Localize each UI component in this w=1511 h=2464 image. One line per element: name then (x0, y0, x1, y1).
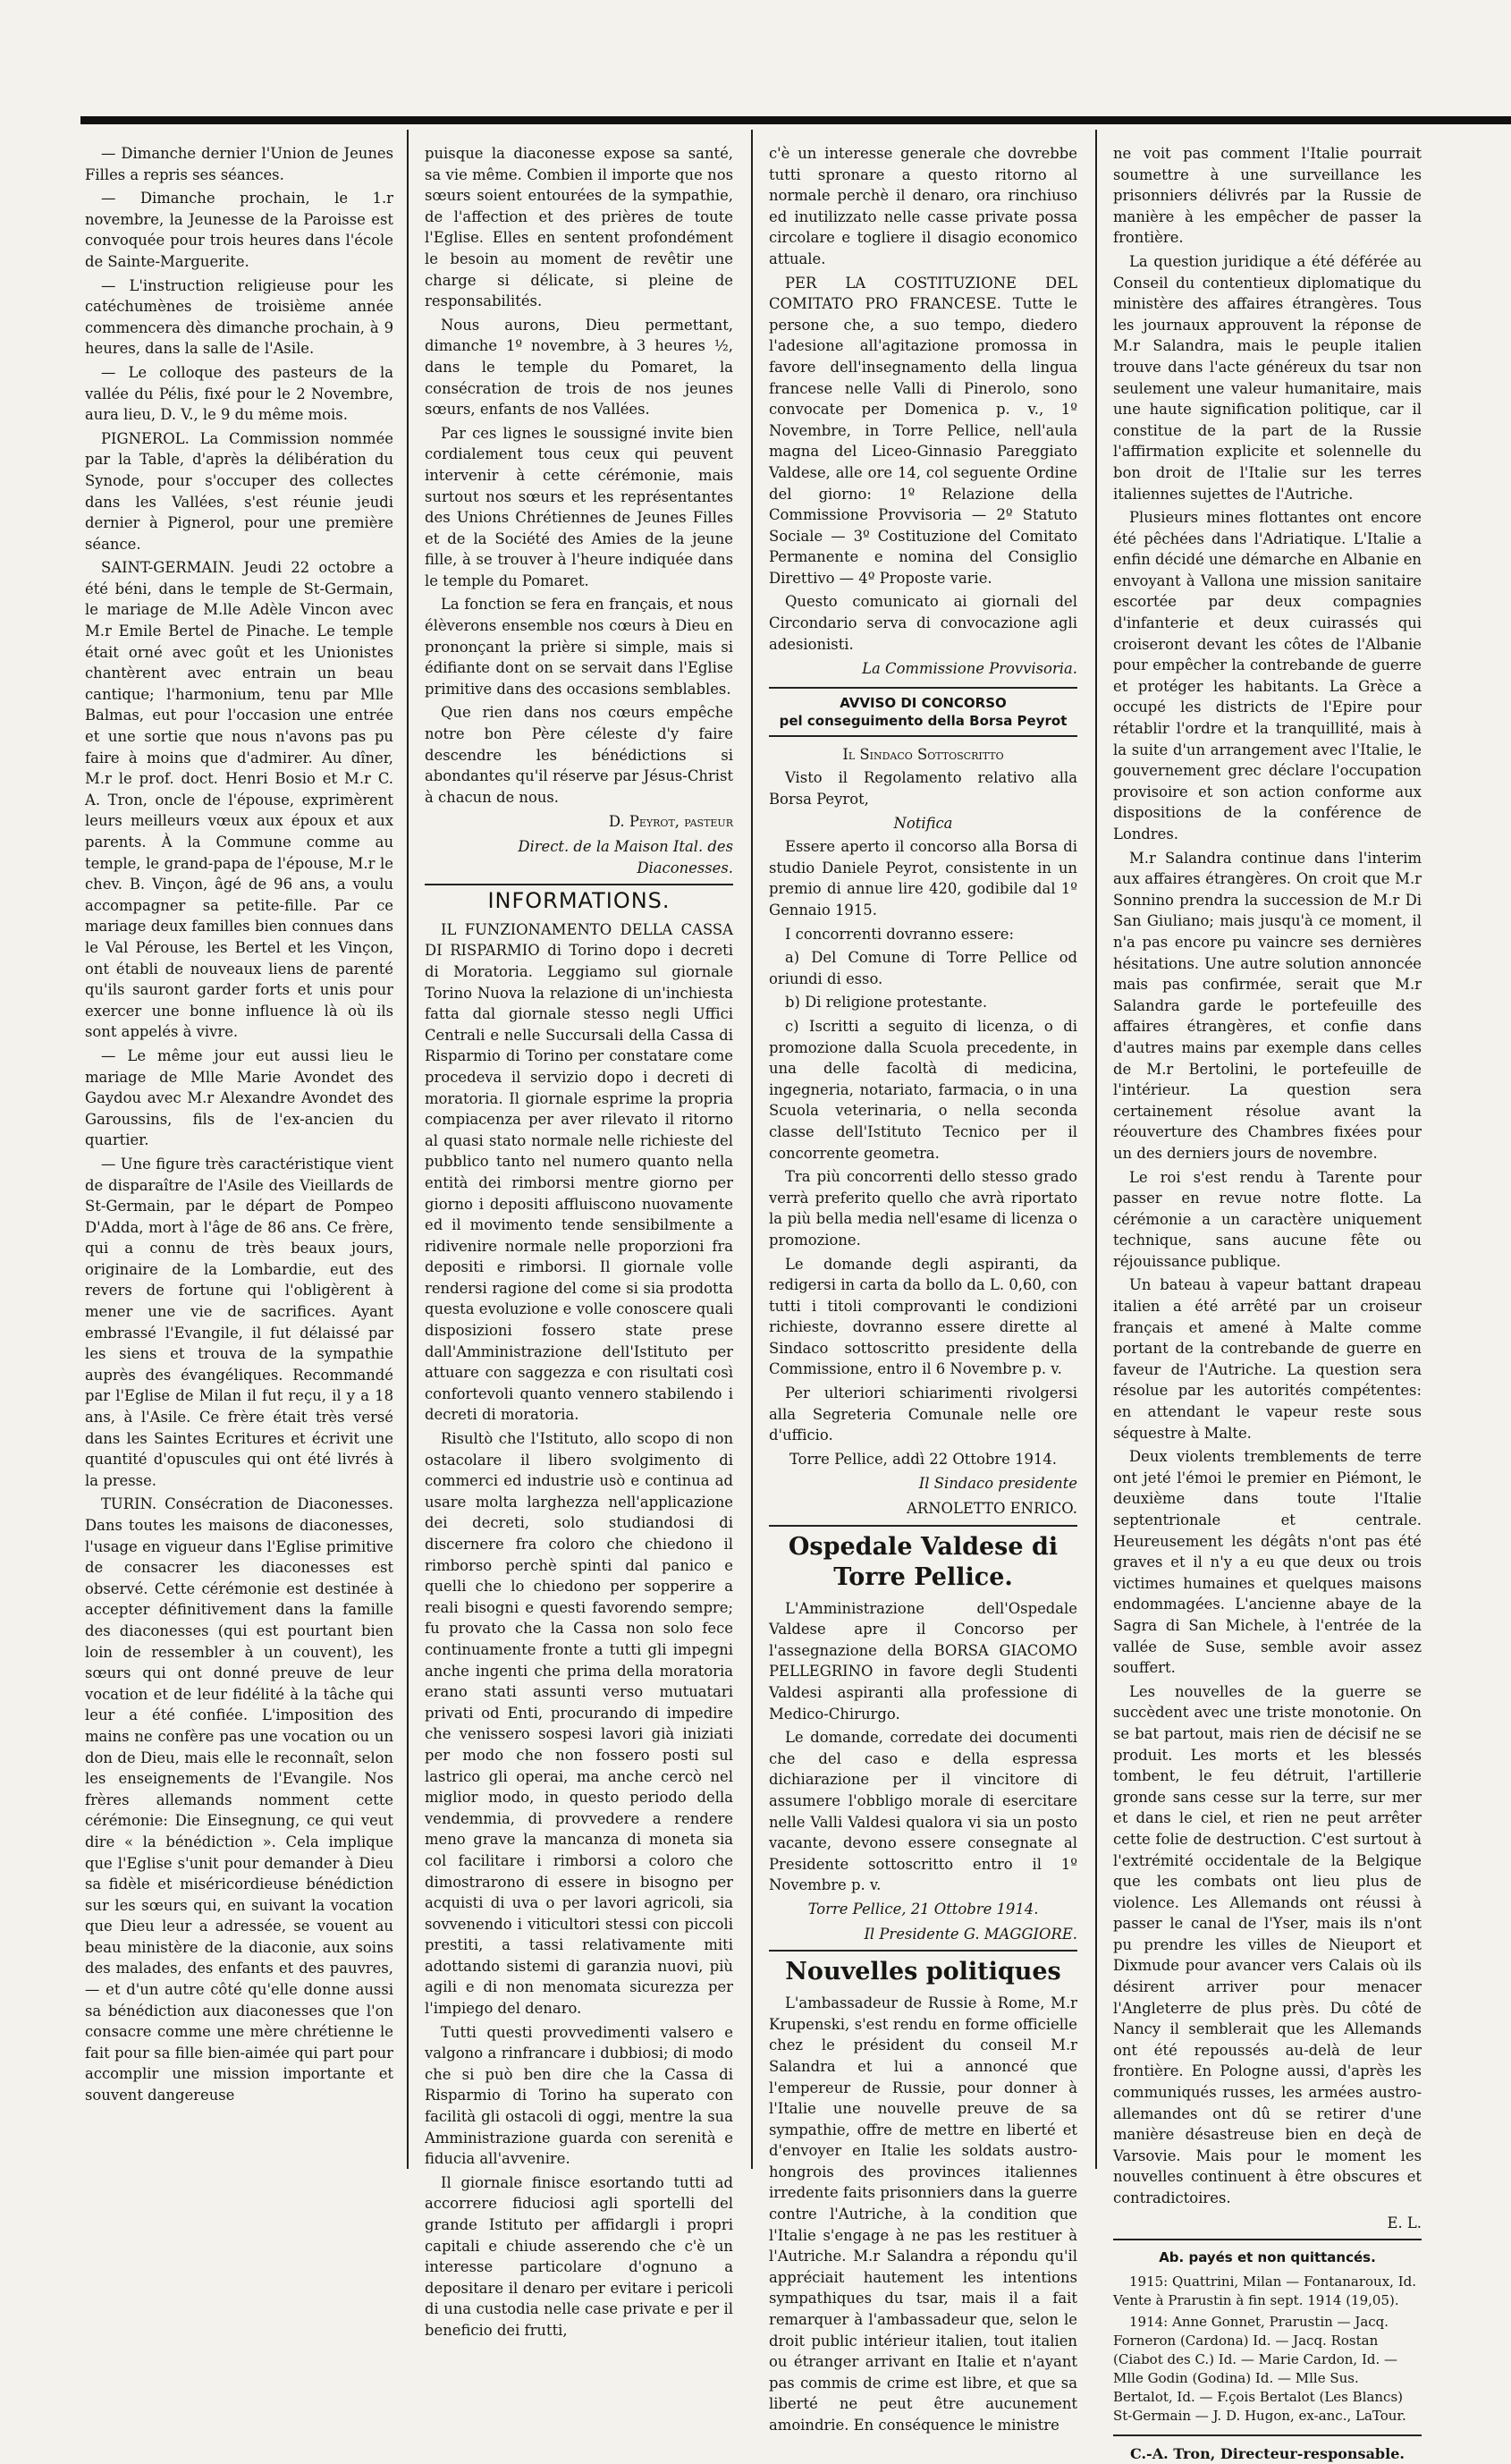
paragraph: Per ulteriori schiarimenti rivolgersi alla Segreteria Comunale nelle ore d'ufficio. (769, 1384, 1077, 1444)
paragraph: 1914: Anne Gonnet, Prarustin — Jacq. Forneron (Cardona) Id. — Jacq. Rostan (Ciabot des C.) Id. — Marie Cardon, Id. — Mlle Godin (Godina) Id. — Mlle Sus. Bertalot, Id. — F.çois Bertalot (Les Blancs) St-Germain — J. D. Hugon, ex-anc., LaTour. (1113, 2313, 1406, 2424)
paragraph: Deux violents tremblements de terre ont jeté l'émoi le premier en Piémont, le deuxième dans toute l'Italie septentrionale et centrale. Heureusement les dégâts n'ont pas été graves et il n'y a eu que deux ou trois victimes humaines et quelques maisons endommagées. L'ancienne abaye de la Sagra di San Michele, à l'entrée de la vallée de Suse, semble avoir assez souffert. (1113, 1448, 1422, 1677)
paragraph: puisque la diaconesse expose sa santé, sa vie même. Combien il importe que nos sœurs soient entourées de la sympathie, de l'affection et des prières de toute l'Eglise. Elles en sentent profondément le besoin au moment de revêtir une charge si délicate, si pleine de responsabilités. (425, 145, 733, 310)
paragraph: — Une figure très caractéristique vient de disparaître de l'Asile des Vieillards de St-Germain, par le départ de Pompeo D'Adda, mort à l'âge de 86 ans. Ce frère, qui a connu de très beaux jours, originaire de la Lombardie, eut des revers de fortune qui l'obligèrent à mener une vie de sacrifices. Ayant embrassé l'Evangile, il fut délaissé par les siens et trouva de la sympathie auprès des évangéliques. Recommandé par l'Eglise de Milan il fut reçu, il y a 18 ans, à l'Asile. Ce frère était très versé dans les Saintes Ecritures et écrivit une quantité d'opuscules qui ont été livrés à la presse. (85, 1155, 393, 1489)
paragraph: Notifica (893, 814, 953, 832)
notice-title: AVVISO DI CONCORSO (840, 694, 1007, 711)
paragraph: Risultò che l'Istituto, allo scopo di non ostacolare il libero svolgimento di commerci ed industrie usò e continua ad usare molta larghezza nell'applicazione dei decreti, solo studiandosi di discernere fra coloro che chiedono il rimborso perchè spinti dal panico e quelli che lo chiedono per sopperire a reali bisogni e questi favorendo sempre; fu provato che la Cassa non solo fece continuamente fronte a tutti gli impegni anche ingenti che prima della moratoria erano stati assunti verso mutuatari privati od Enti, procurando di impedire che venissero sospesi lavori già iniziati per modo che non fossero posti sul lastrico gli operai, ma anche cercò nel miglior modo, in questo periodo della vendemmia, di provvedere a rendere meno grave la mancanza di moneta sia col facilitare i rimborsi a coloro che dimostrarono di essere in bisogno per acquisti di uva o per lavori agricoli, sia sovvenendo i viticultori stessi con piccoli prestiti, a tassi relativamente miti adottando sistemi di garanzia nuovi, più agili e di non menomata sicurezza per l'impiego del denaro. (425, 1430, 733, 2018)
paragraph: ne voit pas comment l'Italie pourrait soumettre à une surveillance les prisonniers délivrés par la Russie de manière à les empêcher de passer la frontière. (1113, 145, 1422, 247)
column-3 (769, 143, 1077, 2434)
paragraph: Les nouvelles de la guerre se succèdent avec une triste monotonie. On se bat partout, mais rien de décisif ne se produit. Les morts et les blessés tombent, le feu détruit, l'artillerie gronde sans cesse sur la terre, sur mer et dans le ciel, et rien ne peut arrêter cette folie de destruction. C'est surtout à l'extrémité occidentale de la Belgique que les combats ont lieu plus de violence. Les Allemands ont réussi à passer le canal de l'Yser, mais ils n'ont pu prendre les villes de Nieuport et Dixmude pour avancer vers Calais où ils désirent arriver pour menacer l'Angleterre de plus près. Du côté de Nancy il semblerait que les Allemands ont été repoussés au-delà de leur frontière. En Pologne aussi, d'après les communiqués russes, les armées austro-allemandes ont dû se retirer d'une manière désastreuse bien en deçà de Varsovie. Mais pour le moment les nouvelles continuent à être obscures et contradictoires. (1113, 1682, 1422, 2206)
paragraph: L'ambassadeur de Russie à Rome, M.r Krupenski, s'est rendu en forme officielle chez le président du conseil M.r Salandra et lui a annoncé que l'empereur de Russie, pour donner à l'Italie une nouvelle preuve de sa sympathie, offre de mettre en liberté et d'envoyer en Italie les soldats austro-hongrois des provinces italiennes irredente faits prisonniers dans la guerre contre l'Autriche, à la condition que l'Italie s'engage à ne pas les restituer à l'Autriche. M.r Salandra a répondu qu'il appréciait hautement les intentions sympathiques du tsar, mais il a fait remarquer à l'ambassadeur que, selon le droit public intérieur italien, tout italien ou étranger arrivant en Italie et n'ayant pas commis de crime est libre, et que sa liberté ne peut être aucunement amoindrie. En conséquence le ministre (769, 1994, 1077, 2434)
notice-subtitle: pel conseguimento della Borsa Peyrot (779, 712, 1068, 729)
paragraph: — Le colloque des pasteurs de la vallée du Pélis, fixé pour le 2 Novembre, aura lieu, D. V., le 9 du même mois. (85, 363, 393, 424)
paragraph: Essere aperto il concorso alla Borsa di studio Daniele Peyrot, consistente in un premio di annue lire 420, godibile dal 1º Gennaio 1915. (769, 838, 1077, 919)
paragraph: Que rien dans nos cœurs empêche notre bon Père céleste d'y faire descendre les bénédictions si abondantes qu'il réserve par Jésus-Christ à chacun de nous. (425, 704, 733, 806)
subscriptions-section (1113, 2239, 1422, 2426)
signature: E. L. (1387, 2214, 1422, 2231)
paragraph: I concorrenti dovranno essere: (785, 925, 1014, 943)
paragraph: c) Iscritti a seguito di licenza, o di promozione dalla Scuola precedente, in una delle facoltà di medicina, ingegneria, notariato, farmacia, o in una Scuola veterinaria, o nella seconda classe dell'Istituto Tecnico per il concorrente geometra. (769, 1017, 1077, 1162)
paragraph: Il giornale finisce esortando tutti ad accorrere fiduciosi agli sportelli del grande Istituto per affidargli i propri capitali e chiude asserendo che c'è un interesse particolare d'ognuno a depositare il denaro per evitare i pericoli di una custodia nelle case private e per il beneficio dei frutti, (425, 2173, 733, 2339)
paragraph: — Dimanche dernier l'Union de Jeunes Filles a repris ses séances. (85, 145, 393, 183)
column-rule (751, 130, 753, 2169)
paragraph: Torre Pellice, 21 Ottobre 1914. (807, 1900, 1039, 1918)
signature-title: Direct. de la Maison Ital. des Diaconesses. (518, 838, 733, 876)
paragraph: La fonction se fera en français, et nous élèverons ensemble nos cœurs à Dieu en prononçant la prière si simple, mais si édifiante dont on se servait dans l'Eglise primitive dans des occasions semblables. (425, 596, 733, 698)
paragraph: Nous aurons, Dieu permettant, dimanche 1º novembre, à 3 heures ½, dans le temple du Pomaret, la consécration de trois de nos jeunes sœurs, enfants de nos Vallées. (425, 316, 733, 419)
notice-box (769, 687, 1077, 737)
paragraph: TURIN. Consécration de Diaconesses. Dans toutes les maisons de diaconesses, l'usage en vigueur dans l'Eglise primitive de consacrer les diaconesses est observé. Cette cérémonie est destinée à accepter définitivement dans la famille des diaconesses (qui est pourtant bien loin de ressembler à un couvent), les sœurs qui ont donné preuve de leur vocation et de leur fidélité à la tâche qui leur a été confiée. L'imposition des mains ne confère pas une vocation ou un don de Dieu, mais elle le reconnaît, selon les enseignements de l'Evangile. Nos frères allemands nomment cette cérémonie: Die Einsegnung, ce qui veut dire « la bénédiction ». Cela implique que l'Eglise s'unit pour demander à Dieu sa fidèle et miséricordieuse bénédiction sur les sœurs qui, en suivant la vocation que Dieu leur a adressée, se vouent au beau ministère de la diaconie, aux soins des malades, des enfants et des pauvres, — et d'un autre côté qu'elle donne aussi sa bénédiction aux diaconesses que l'on consacre comme une mère chrétienne le fait pour sa fille bien-aimée qui part pour accomplir une mission importante et souvent dangereuse (85, 1495, 393, 2104)
paragraph: Plusieurs mines flottantes ont encore été pêchées dans l'Adriatique. L'Italie a enfin décidé une démarche en Albanie en envoyant à Vallona une mission sanitaire escortée par deux compagnies d'infanterie et deux cuirassés qui croiseront devant les côtes de l'Albanie pour empêcher la contrebande de guerre et protéger les habitants. La Grèce a occupé les districts de l'Epire pour rétablir l'ordre et la tranquillité, mais à la suite d'un arrangement avec l'Italie, le gouvernement grec déclare l'occupation provisoire et son action conforme aux dispositions de la conférence de Londres. (1113, 509, 1422, 843)
paragraph: M.r Salandra continue dans l'interim aux affaires étrangères. On croit que M.r Sonnino prendra la succession de M.r Di San Giuliano; mais jusqu'à ce moment, il n'a pas encore pu vaincre ses dernières hésitations. Une autre solution annoncée mais pas confirmée, serait que M.r Salandra garde le portefeuille des affaires étrangères, et confie dans d'autres mains par exemple dans celles de M.r Bertolini, le portefeuille de l'intérieur. La question sera certainement résolue avant la réouverture des Chambres fixées pour un des derniers jours de novembre. (1113, 849, 1422, 1162)
paragraph: IL FUNZIONAMENTO DELLA CASSA DI RISPARMIO di Torino dopo i decreti di Moratoria. Leggiamo sul giornale Torino Nuova la relazione di un'inchiesta fatta dal giornale stesso negli Uffici Centrali e nelle Succursali della Cassa di Risparmio di Torino per constatare come procedeva il servizio dopo i decreti di moratoria. Il giornale esprime la propria compiacenza per aver rilevato il ritorno al quasi stato normale nelle richieste del pubblico tanto nel numero quanto nella entità dei rimborsi mentre giorno per giorno i depositi affluiscono nuovamente ed il movimento tende sensibilmente a ridivenire normale nelle proporzioni fra depositi e rimborsi. Il giornale volle rendersi ragione del come si sia prodotta questa evoluzione e volle conoscere quali disposizioni fossero state prese dall'Amministrazione dell'Istituto per attuare con saggezza e con risultati così confortevoli quanto vennero stabilendo i decreti di moratoria. (425, 920, 733, 1424)
paragraph: Par ces lignes le soussigné invite bien cordialement tous ceux qui peuvent intervenir à cette cérémonie, mais surtout nos sœurs et les représentantes des Unions Chrétiennes de Jeunes Filles et de la Société des Amies de la jeune fille, à se trouver à l'heure indiquée dans le temple du Pomaret. (425, 424, 733, 589)
signature: ARNOLETTO ENRICO. (907, 1500, 1077, 1518)
paragraph: L'Amministrazione dell'Ospedale Valdese apre il Concorso per l'assegnazione della BORSA GIACOMO PELLEGRINO in favore degli Studenti Valdesi aspiranti alla professione di Medico-Chirurgo. (769, 1599, 1077, 1723)
section-heading: Nouvelles politiques (769, 1950, 1077, 1987)
paragraph: a) Del Comune di Torre Pellice od oriundi di esso. (769, 949, 1077, 987)
paragraph: PER LA COSTITUZIONE DEL COMITATO PRO FRANCESE. Tutte le persone che, a suo tempo, diedero l'adesione all'agitazione promossa in favore dell'insegnamento della lingua francese nelle Valli di Pinerolo, sono convocate per Domenica p. v., 1º Novembre, in Torre Pellice, nell'aula magna del Liceo-Ginnasio Pareggiato Valdese, alle ore 14, col seguente Ordine del giorno: 1º Relazione della Commissione Provvisoria — 2º Statuto Sociale — 3º Costituzione del Comitato Permanente e nomina del Consiglio Direttivo — 4º Proposte varie. (769, 274, 1077, 587)
paragraph: b) Di religione protestante. (785, 994, 988, 1012)
editor-signature: C.-A. Tron, Directeur-responsable. (1113, 2434, 1422, 2464)
column-4 (1113, 143, 1422, 2462)
paragraph: — Le même jour eut aussi lieu le mariage de Mlle Marie Avondet des Gaydou avec M.r Alexandre Avondet des Garoussins, fils de l'ex-ancien du quartier. (85, 1046, 393, 1149)
paragraph: c'è un interesse generale che dovrebbe tutti spronare a questo ritorno al normale perchè il denaro, ora rinchiuso ed inutilizzato nelle casse private possa circolare e togliere il disagio economico attuale. (769, 145, 1077, 267)
column-rule (1095, 130, 1097, 2169)
signature-title: Il Sindaco presidente (918, 1475, 1077, 1493)
paragraph: Tutti questi provvedimenti valsero e valgono a rinfrancare i dubbiosi; di modo che si può ben dire che la Cassa di Risparmio di Torino ha superato con facilità gli ostacoli di oggi, mentre la sua Amministrazione guarda con serenità e fiducia all'avvenire. (425, 2023, 733, 2168)
paragraph: — Dimanche prochain, le 1.r novembre, la Jeunesse de la Paroisse est convoquée pour trois heures dans l'école de Sainte-Marguerite. (85, 190, 393, 270)
signature: D. Peyrot, pasteur (608, 813, 733, 831)
paragraph: La question juridique a été déférée au Conseil du contentieux diplomatique du ministère des affaires étrangères. Tous les journaux approuvent la réponse de M.r Salandra, mais le peuple italien trouve dans l'acte généreux du tsar non seulement une valeur humanitaire, mais une haute signification politique, car il constitue de la part de la Russie l'affirmation explicite et solennelle du bon droit de l'Italie sur les terres italiennes sujettes de l'Autriche. (1113, 252, 1422, 503)
section-heading: INFORMATIONS. (425, 884, 733, 912)
paragraph: Un bateau à vapeur battant drapeau italien a été arrêté par un croiseur français et amené à Malte comme portant de la contrebande de guerre en faveur de l'Autriche. La question sera résolue par les autorités compétentes: en attendant le vapeur reste sous séquestre à Malte. (1113, 1276, 1422, 1442)
section-heading: Ab. payés et non quittancés. (1159, 2249, 1376, 2266)
paragraph: SAINT-GERMAIN. Jeudi 22 octobre a été béni, dans le temple de St-Germain, le mariage de M.lle Adèle Vincon avec M.r Emile Bertel de Pinache. Le temple était orné avec goût et les Unionistes chantèrent avec entrain un beau cantique; l'harmonium, tenu par Mlle Balmas, eut pour l'occasion une entrée et une sortie que nous n'avons pas pu faire à moins que d'admirer. Au dîner, M.r le prof. doct. Henri Bosio et M.r C. A. Tron, oncle de l'épouse, exprimèrent leurs meilleurs vœux aux époux et aux parents. À la Commune comme au temple, le grand-papa de l'épouse, M.r le chev. B. Vinçon, âgé de 96 ans, a voulu accompagner sa petite-fille. Par ce mariage deux familles bien connues dans le Val Pérouse, les Bertel et les Vinçon, ont établi de nouveaux liens de parenté qu'ils sauront garder forts et unis pour exercer une bonne influence là où ils sont appelés à vivre. (85, 559, 393, 1041)
paragraph: Tra più concorrenti dello stesso grado verrà preferito quello che avrà riportato la più bella media nell'esame di licenza o promozione. (769, 1168, 1077, 1249)
column-1 (85, 143, 393, 2120)
paragraph: — L'instruction religieuse pour les catéchumènes de troisième année commencera dès dimanche prochain, à 9 heures, dans la salle de l'Asile. (85, 276, 393, 358)
signature: La Commissione Provvisoria. (862, 660, 1077, 678)
paragraph: Le domande, corredate dei documenti che del caso e della espressa dichiarazione per il vincitore di assumere l'obbligo morale di esercitare nelle Valli Valdesi qualora vi sia un posto vacante, devono essere consegnate al Presidente sottoscritto entro il 1º Novembre p. v. (769, 1729, 1077, 1894)
paragraph: Il Sindaco Sottoscritto (842, 745, 1004, 763)
paragraph: Le roi s'est rendu à Tarente pour passer en revue notre flotte. La cérémonie a un caractère uniquement technique, sans aucune fête ou réjouissance publique. (1113, 1168, 1422, 1270)
paragraph: Visto il Regolamento relativo alla Borsa Peyrot, (769, 769, 1077, 809)
column-rule (407, 130, 409, 2169)
paragraph: Questo comunicato ai giornali del Circondario serva di convocazione agli adesionisti. (769, 593, 1077, 653)
column-2 (425, 143, 733, 2339)
paragraph: Le domande degli aspiranti, da redigersi in carta da bollo da L. 0,60, con tutti i titoli comprovanti le condizioni richieste, dovranno essere dirette al Sindaco sottoscritto presidente della Commissione, entro il 6 Novembre p. v. (769, 1255, 1077, 1378)
section-heading: Ospedale Valdese di Torre Pellice. (769, 1525, 1077, 1593)
paragraph: Torre Pellice, addì 22 Ottobre 1914. (789, 1450, 1058, 1468)
signature: Il Presidente G. MAGGIORE. (864, 1925, 1077, 1943)
paragraph: PIGNEROL. La Commission nommée par la Table, d'après la délibération du Synode, pour s'occuper des collectes dans les Vallées, s'est réunie jeudi dernier à Pignerol, pour une première séance. (85, 429, 393, 553)
paragraph: 1915: Quattrini, Milan — Fontanaroux, Id. Vente à Prarustin à fin sept. 1914 (19,05). (1113, 2273, 1417, 2308)
top-rule (80, 116, 1511, 124)
